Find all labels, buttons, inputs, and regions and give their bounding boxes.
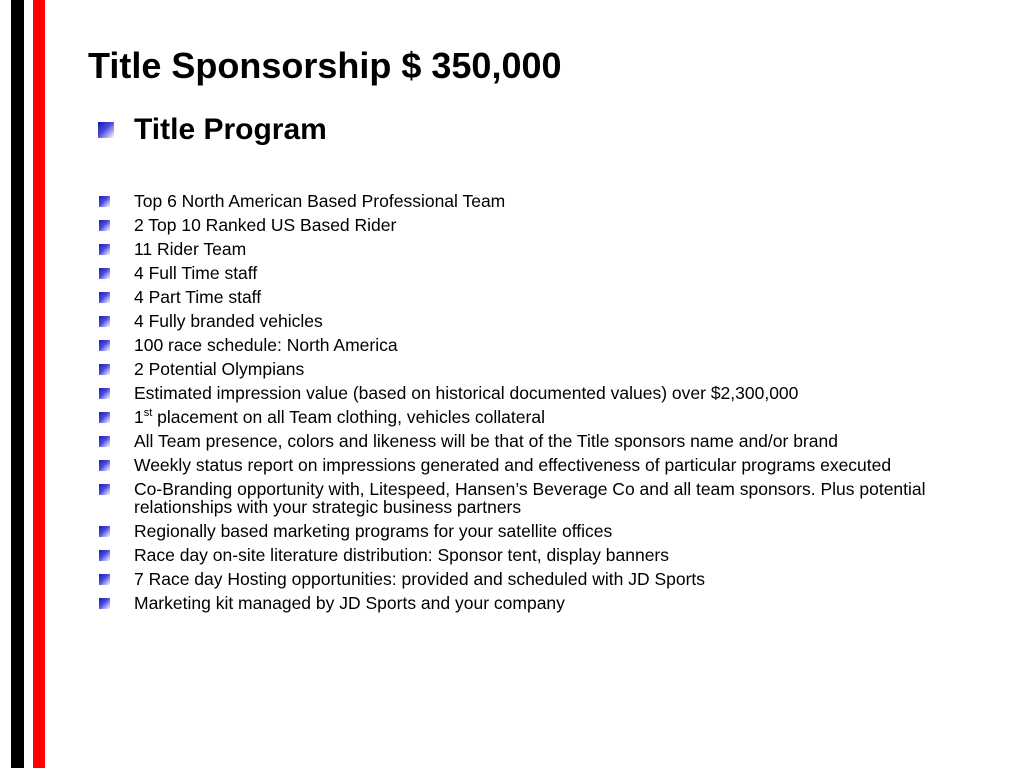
bullet-list	[99, 192, 999, 618]
list-item-text: Estimated impression value (based on historical documented values) over $2,300,000	[134, 383, 799, 403]
list-item-text: Regionally based marketing programs for your satellite offices	[134, 521, 613, 541]
list-item-text	[134, 408, 999, 426]
list-item-text: Marketing kit managed by JD Sports and your company	[134, 593, 565, 613]
list-item	[99, 216, 999, 234]
square-bullet-icon	[99, 196, 110, 207]
slide-subtitle: Title Program	[134, 113, 327, 146]
left-red-stripe	[33, 0, 45, 768]
list-item-text: Co-Branding opportunity with, Litespeed, Hansen’s Beverage Co and all team sponsors. Plus potential relationships with your strategic business partners	[134, 479, 926, 517]
slide-title: Title Sponsorship $ 350,000	[88, 45, 562, 86]
list-item	[99, 312, 999, 330]
ordinal-number: 1	[134, 407, 144, 427]
list-item-text: All Team presence, colors and likeness will be that of the Title sponsors name and/or brand	[134, 431, 838, 451]
square-bullet-icon	[99, 436, 110, 447]
list-item	[99, 192, 999, 210]
list-item-text-rest: placement on all Team clothing, vehicles collateral	[152, 407, 545, 427]
list-item-text: 4 Fully branded vehicles	[134, 311, 323, 331]
left-black-stripe	[11, 0, 24, 768]
list-item	[99, 408, 999, 426]
subtitle-row	[98, 110, 327, 150]
list-item-text: Weekly status report on impressions generated and effectiveness of particular programs executed	[134, 455, 892, 475]
list-item	[99, 240, 999, 258]
list-item-text: 4 Part Time staff	[134, 287, 262, 307]
ordinal-suffix: st	[143, 407, 153, 420]
square-bullet-icon	[99, 526, 110, 537]
square-bullet-icon	[99, 316, 110, 327]
square-bullet-icon	[99, 460, 110, 471]
list-item	[99, 432, 999, 450]
list-item	[99, 480, 999, 516]
square-bullet-icon	[99, 598, 110, 609]
list-item-text: Race day on-site literature distribution: Sponsor tent, display banners	[134, 545, 670, 565]
square-bullet-icon	[99, 292, 110, 303]
list-item	[99, 522, 999, 540]
square-bullet-icon	[98, 122, 114, 138]
list-item-text: Top 6 North American Based Professional Team	[134, 191, 506, 211]
square-bullet-icon	[99, 364, 110, 375]
list-item	[99, 360, 999, 378]
square-bullet-icon	[99, 268, 110, 279]
list-item	[99, 264, 999, 282]
list-item	[99, 336, 999, 354]
list-item	[99, 384, 999, 402]
square-bullet-icon	[99, 244, 110, 255]
square-bullet-icon	[99, 484, 110, 495]
list-item-text: 4 Full Time staff	[134, 263, 258, 283]
list-item-text: 7 Race day Hosting opportunities: provided and scheduled with JD Sports	[134, 569, 706, 589]
square-bullet-icon	[99, 574, 110, 585]
list-item-text: 2 Top 10 Ranked US Based Rider	[134, 215, 397, 235]
square-bullet-icon	[99, 550, 110, 561]
list-item	[99, 546, 999, 564]
square-bullet-icon	[99, 220, 110, 231]
square-bullet-icon	[99, 340, 110, 351]
list-item	[99, 594, 999, 612]
list-item	[99, 456, 999, 474]
list-item-text: 100 race schedule: North America	[134, 335, 398, 355]
list-item-text: 11 Rider Team	[134, 239, 247, 259]
square-bullet-icon	[99, 412, 110, 423]
square-bullet-icon	[99, 388, 110, 399]
list-item	[99, 288, 999, 306]
list-item-text: 2 Potential Olympians	[134, 359, 305, 379]
list-item	[99, 570, 999, 588]
